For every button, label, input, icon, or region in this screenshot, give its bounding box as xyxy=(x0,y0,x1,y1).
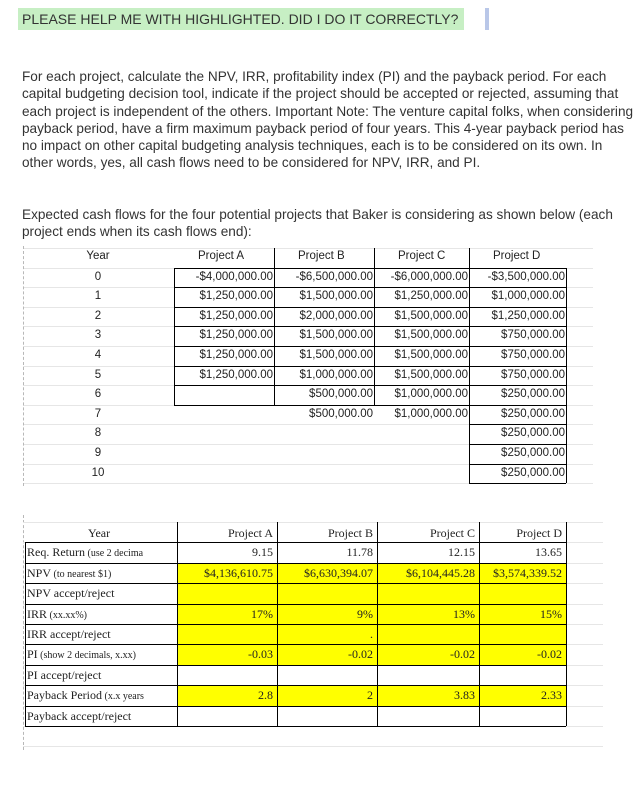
analysis-project-header: Project D xyxy=(516,526,562,540)
cash-flow-cell: $1,250,000.00 xyxy=(199,349,273,361)
cash-flow-cell: $1,500,000.00 xyxy=(394,309,468,322)
row-label-text: PI xyxy=(27,647,38,662)
cell-border xyxy=(174,385,566,386)
question-title: PLEASE HELP ME WITH HIGHLIGHTED. DID I DO IT CORRECTLY? xyxy=(18,8,464,30)
analysis-value-cell[interactable]: 13% xyxy=(453,606,475,621)
row-label-text: IRR xyxy=(27,606,48,621)
cash-flow-cell: $1,250,000.00 xyxy=(394,290,468,303)
cash-flow-cell: $1,250,000.00 xyxy=(199,290,273,303)
analysis-value-cell[interactable]: 2 xyxy=(367,688,373,703)
cell-border xyxy=(469,268,470,484)
project-header: Project B xyxy=(298,250,345,262)
cell-border xyxy=(25,563,566,564)
analysis-value-cell[interactable]: -0.02 xyxy=(348,647,373,662)
cash-flow-cell: $1,250,000.00 xyxy=(199,368,273,381)
cell-border xyxy=(174,405,566,406)
row-label-text: Req. Return xyxy=(27,545,85,560)
year-cell: 3 xyxy=(94,329,102,342)
cash-flow-cell: $250,000.00 xyxy=(501,407,565,420)
analysis-value-cell[interactable]: -0.02 xyxy=(450,647,475,662)
cash-flow-cell: -$3,500,000.00 xyxy=(487,270,565,283)
cash-flow-cell: $1,500,000.00 xyxy=(299,329,373,342)
cash-flow-cell: $750,000.00 xyxy=(501,349,565,361)
cell-border xyxy=(174,346,566,347)
row-label xyxy=(27,709,131,724)
row-label xyxy=(27,545,143,560)
row-label xyxy=(27,607,87,622)
cash-flow-cell: $250,000.00 xyxy=(501,427,565,440)
cash-flow-cell: $750,000.00 xyxy=(501,329,565,342)
cell-border xyxy=(25,685,566,686)
cell-border xyxy=(25,644,566,645)
cell-border xyxy=(469,483,566,484)
analysis-value-cell[interactable]: 11.78 xyxy=(346,545,373,560)
year-cell: 5 xyxy=(94,368,102,381)
cell-border xyxy=(25,624,566,625)
grid-line xyxy=(23,746,603,747)
year-cell: 0 xyxy=(94,270,102,283)
highlighted-row xyxy=(177,583,567,603)
analysis-project-header: Project A xyxy=(228,526,273,540)
header-separator xyxy=(374,248,375,268)
header-separator xyxy=(274,248,275,268)
cell-border xyxy=(174,307,566,308)
year-cell: 2 xyxy=(94,309,102,322)
cash-flow-cell: $1,000,000.00 xyxy=(394,388,468,401)
row-label-text: PI accept/reject xyxy=(27,667,102,682)
header-separator xyxy=(469,248,470,268)
analysis-value-cell[interactable]: $4,136,610.75 xyxy=(204,565,273,580)
label-border xyxy=(25,542,26,726)
analysis-value-cell[interactable]: 3.83 xyxy=(454,688,475,703)
cell-border xyxy=(25,706,566,707)
cash-flow-cell: $250,000.00 xyxy=(501,466,565,479)
cell-border xyxy=(174,287,566,288)
analysis-value-cell[interactable]: 9% xyxy=(357,606,373,621)
instructions-paragraph: For each project, calculate the NPV, IRR, profitability index (PI) and the payback period. For each capital budgeting decision tool, indicate if the project should be accepted or rejected, assuming that each project is independent of the others. Important Note: The venture capital folks, when considering payback period, have a firm maximum payback period of four years. This 4-year payback period has no impact on other capital budgeting analysis techniques, each is to be considered on its own. In other words, yes, all cash flows need to be considered for NPV, IRR, and PI. xyxy=(22,69,634,171)
cash-flow-cell: $1,250,000.00 xyxy=(199,329,273,342)
analysis-value-cell[interactable]: 13.65 xyxy=(535,545,562,560)
cash-flow-cell: $1,500,000.00 xyxy=(299,349,373,361)
expected-cash-flows-intro: Expected cash flows for the four potential projects that Baker is considering as shown below (each project ends when its cash flows end): xyxy=(22,207,613,240)
cash-flow-cell: $500,000.00 xyxy=(309,388,373,401)
cash-flow-cell: -$4,000,000.00 xyxy=(195,270,273,283)
cash-flow-cell: $750,000.00 xyxy=(501,368,565,381)
analysis-year-header: Year xyxy=(88,526,111,540)
cell-border xyxy=(25,583,566,584)
row-label xyxy=(27,647,136,662)
cash-flow-cell: $2,000,000.00 xyxy=(299,309,373,322)
row-note: (x.x years xyxy=(101,691,144,703)
cash-flow-cell: $250,000.00 xyxy=(501,388,565,401)
analysis-value-cell[interactable]: . xyxy=(370,627,373,641)
year-cell: 7 xyxy=(94,407,102,420)
row-label-text: IRR accept/reject xyxy=(27,627,111,641)
analysis-value-cell[interactable]: 2.33 xyxy=(541,688,562,703)
title-highlight-edge xyxy=(485,8,489,30)
cell-border xyxy=(25,726,566,727)
row-label xyxy=(27,627,111,642)
year-cell: 10 xyxy=(91,466,105,479)
year-cell: 4 xyxy=(94,349,102,361)
project-header: Project C xyxy=(398,250,446,262)
cash-flow-cell: $1,500,000.00 xyxy=(394,349,468,361)
cash-flow-cell: $1,500,000.00 xyxy=(394,329,468,342)
cash-flow-cell: -$6,500,000.00 xyxy=(295,270,373,283)
analysis-value-cell[interactable]: 2.8 xyxy=(258,688,273,703)
cash-flow-cell: $1,000,000.00 xyxy=(299,368,373,381)
cell-border xyxy=(174,326,566,327)
cell-border xyxy=(174,268,566,269)
analysis-table xyxy=(23,515,603,735)
row-label-text: Payback accept/reject xyxy=(27,708,132,723)
analysis-project-header: Project B xyxy=(328,526,373,540)
analysis-value-cell[interactable]: $6,630,394.07 xyxy=(304,565,373,580)
analysis-value-cell[interactable]: 17% xyxy=(251,606,273,621)
cash-flow-cell: $1,250,000.00 xyxy=(491,309,565,322)
cash-flow-cell: $1,500,000.00 xyxy=(299,290,373,303)
row-note: (show 2 decimals, x.xx) xyxy=(37,650,136,662)
analysis-value-cell[interactable]: -0.02 xyxy=(537,647,562,662)
cell-border xyxy=(469,424,566,425)
cash-flow-cell: $1,000,000.00 xyxy=(394,407,468,420)
year-cell: 6 xyxy=(94,388,102,401)
row-note: (use 2 decima xyxy=(85,548,144,560)
row-label-text: NPV xyxy=(27,565,52,580)
row-label-text: NPV accept/reject xyxy=(27,586,115,601)
year-cell: 9 xyxy=(94,447,102,459)
grid-line xyxy=(23,248,593,249)
row-label-text: Payback Period xyxy=(27,688,102,703)
cell-border xyxy=(25,665,566,666)
cash-flow-cell: $250,000.00 xyxy=(501,447,565,459)
analysis-value-cell[interactable]: 12.15 xyxy=(448,545,475,560)
year-header: Year xyxy=(86,250,110,262)
cash-flow-cell: -$6,000,000.00 xyxy=(390,270,468,283)
analysis-value-cell[interactable]: -0.03 xyxy=(248,647,273,662)
row-label xyxy=(27,688,144,703)
analysis-project-header: Project C xyxy=(430,526,475,540)
row-label xyxy=(27,566,111,581)
project-header: Project A xyxy=(198,250,245,262)
analysis-value-cell[interactable]: 15% xyxy=(540,606,562,621)
column-dash xyxy=(23,515,24,750)
row-note: (to nearest $1) xyxy=(51,568,112,580)
cash-flow-table xyxy=(23,246,593,486)
cell-border xyxy=(174,366,566,367)
project-header: Project D xyxy=(493,250,541,262)
analysis-value-cell[interactable]: $3,574,339.52 xyxy=(493,565,562,580)
year-cell: 8 xyxy=(94,427,102,440)
cell-border xyxy=(469,464,566,465)
cash-flow-cell: $1,250,000.00 xyxy=(199,309,273,322)
analysis-value-cell[interactable]: $6,104,445.28 xyxy=(406,565,475,580)
year-cell: 1 xyxy=(94,290,102,303)
cash-flow-cell: $500,000.00 xyxy=(309,407,373,420)
cash-flow-cell: $1,000,000.00 xyxy=(491,290,565,303)
row-note: (xx.xx%) xyxy=(47,609,88,621)
cell-border xyxy=(566,522,567,726)
cell-border xyxy=(25,604,566,605)
row-label xyxy=(27,668,101,683)
cash-flow-cell: $1,500,000.00 xyxy=(394,368,468,381)
cell-border xyxy=(469,444,566,445)
row-label xyxy=(27,586,114,601)
cell-border xyxy=(566,268,567,484)
grid-line xyxy=(23,522,603,523)
analysis-value-cell[interactable]: 9.15 xyxy=(252,545,273,560)
cell-border xyxy=(25,542,566,543)
